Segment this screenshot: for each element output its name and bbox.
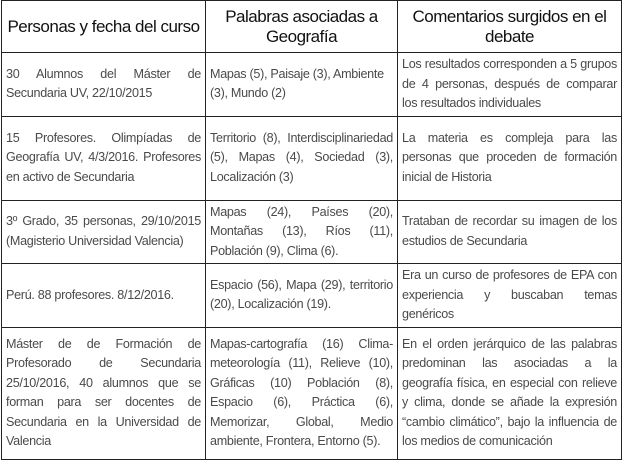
cell-personas: 30 Alumnos del Máster de Secundaria UV, 22/10/2015 — [2, 53, 206, 117]
cell-comentarios: Trataban de recordar su imagen de los estudios de Secundaria — [398, 200, 622, 264]
table-row — [2, 116, 622, 200]
header-palabras: Palabras asociadas a Geografía — [206, 1, 398, 53]
cell-palabras: Mapas (5), Paisaje (3), Ambiente (3), Mundo (2) — [206, 53, 398, 117]
cell-comentarios: Era un curso de profesores de EPA con experiencia y buscaban temas genéricos — [398, 264, 622, 328]
survey-table — [1, 0, 622, 460]
cell-personas: 15 Profesores. Olimpíadas de Geografía UV, 4/3/2016. Profesores en activo de Secundaria — [2, 116, 206, 200]
table-row — [2, 264, 622, 328]
cell-palabras: Mapas-cartografía (16) Clima-meteorología (11), Relieve (10), Gráficas (10) Población (8), Espacio (6), Práctica (6), Memorizar, Global, Medio ambiente, Frontera, Entorno (5). — [206, 327, 398, 459]
cell-personas: Perú. 88 profesores. 8/12/2016. — [2, 264, 206, 328]
cell-comentarios: La materia es compleja para las personas que proceden de formación inicial de Historia — [398, 116, 622, 200]
cell-comentarios: En el orden jerárquico de las palabras predominan las asociadas a la geografía física, en especial con relieve y clima, donde se añade la expresión “cambio climático”, bajo la influencia de los medios de comunicación — [398, 327, 622, 459]
header-row — [2, 1, 622, 53]
table-row — [2, 200, 622, 264]
header-comentarios: Comentarios surgidos en el debate — [398, 1, 622, 53]
cell-comentarios: Los resultados corresponden a 5 grupos de 4 personas, después de comparar los resultados individuales — [398, 53, 622, 117]
cell-palabras: Mapas (24), Países (20), Montañas (13), Ríos (11), Población (9), Clima (6). — [206, 200, 398, 264]
table-row — [2, 327, 622, 459]
cell-personas: 3º Grado, 35 personas, 29/10/2015 (Magisterio Universidad Valencia) — [2, 200, 206, 264]
cell-palabras: Territorio (8), Interdisciplinariedad (5), Mapas (4), Sociedad (3), Localización (3) — [206, 116, 398, 200]
cell-palabras: Espacio (56), Mapa (29), territorio (20), Localización (19). — [206, 264, 398, 328]
table-row — [2, 53, 622, 117]
header-personas: Personas y fecha del curso — [2, 1, 206, 53]
cell-personas: Máster de de Formación de Profesorado de Secundaria 25/10/2016, 40 alumnos que se forman para ser docentes de Secundaria en la Universidad de Valencia — [2, 327, 206, 459]
